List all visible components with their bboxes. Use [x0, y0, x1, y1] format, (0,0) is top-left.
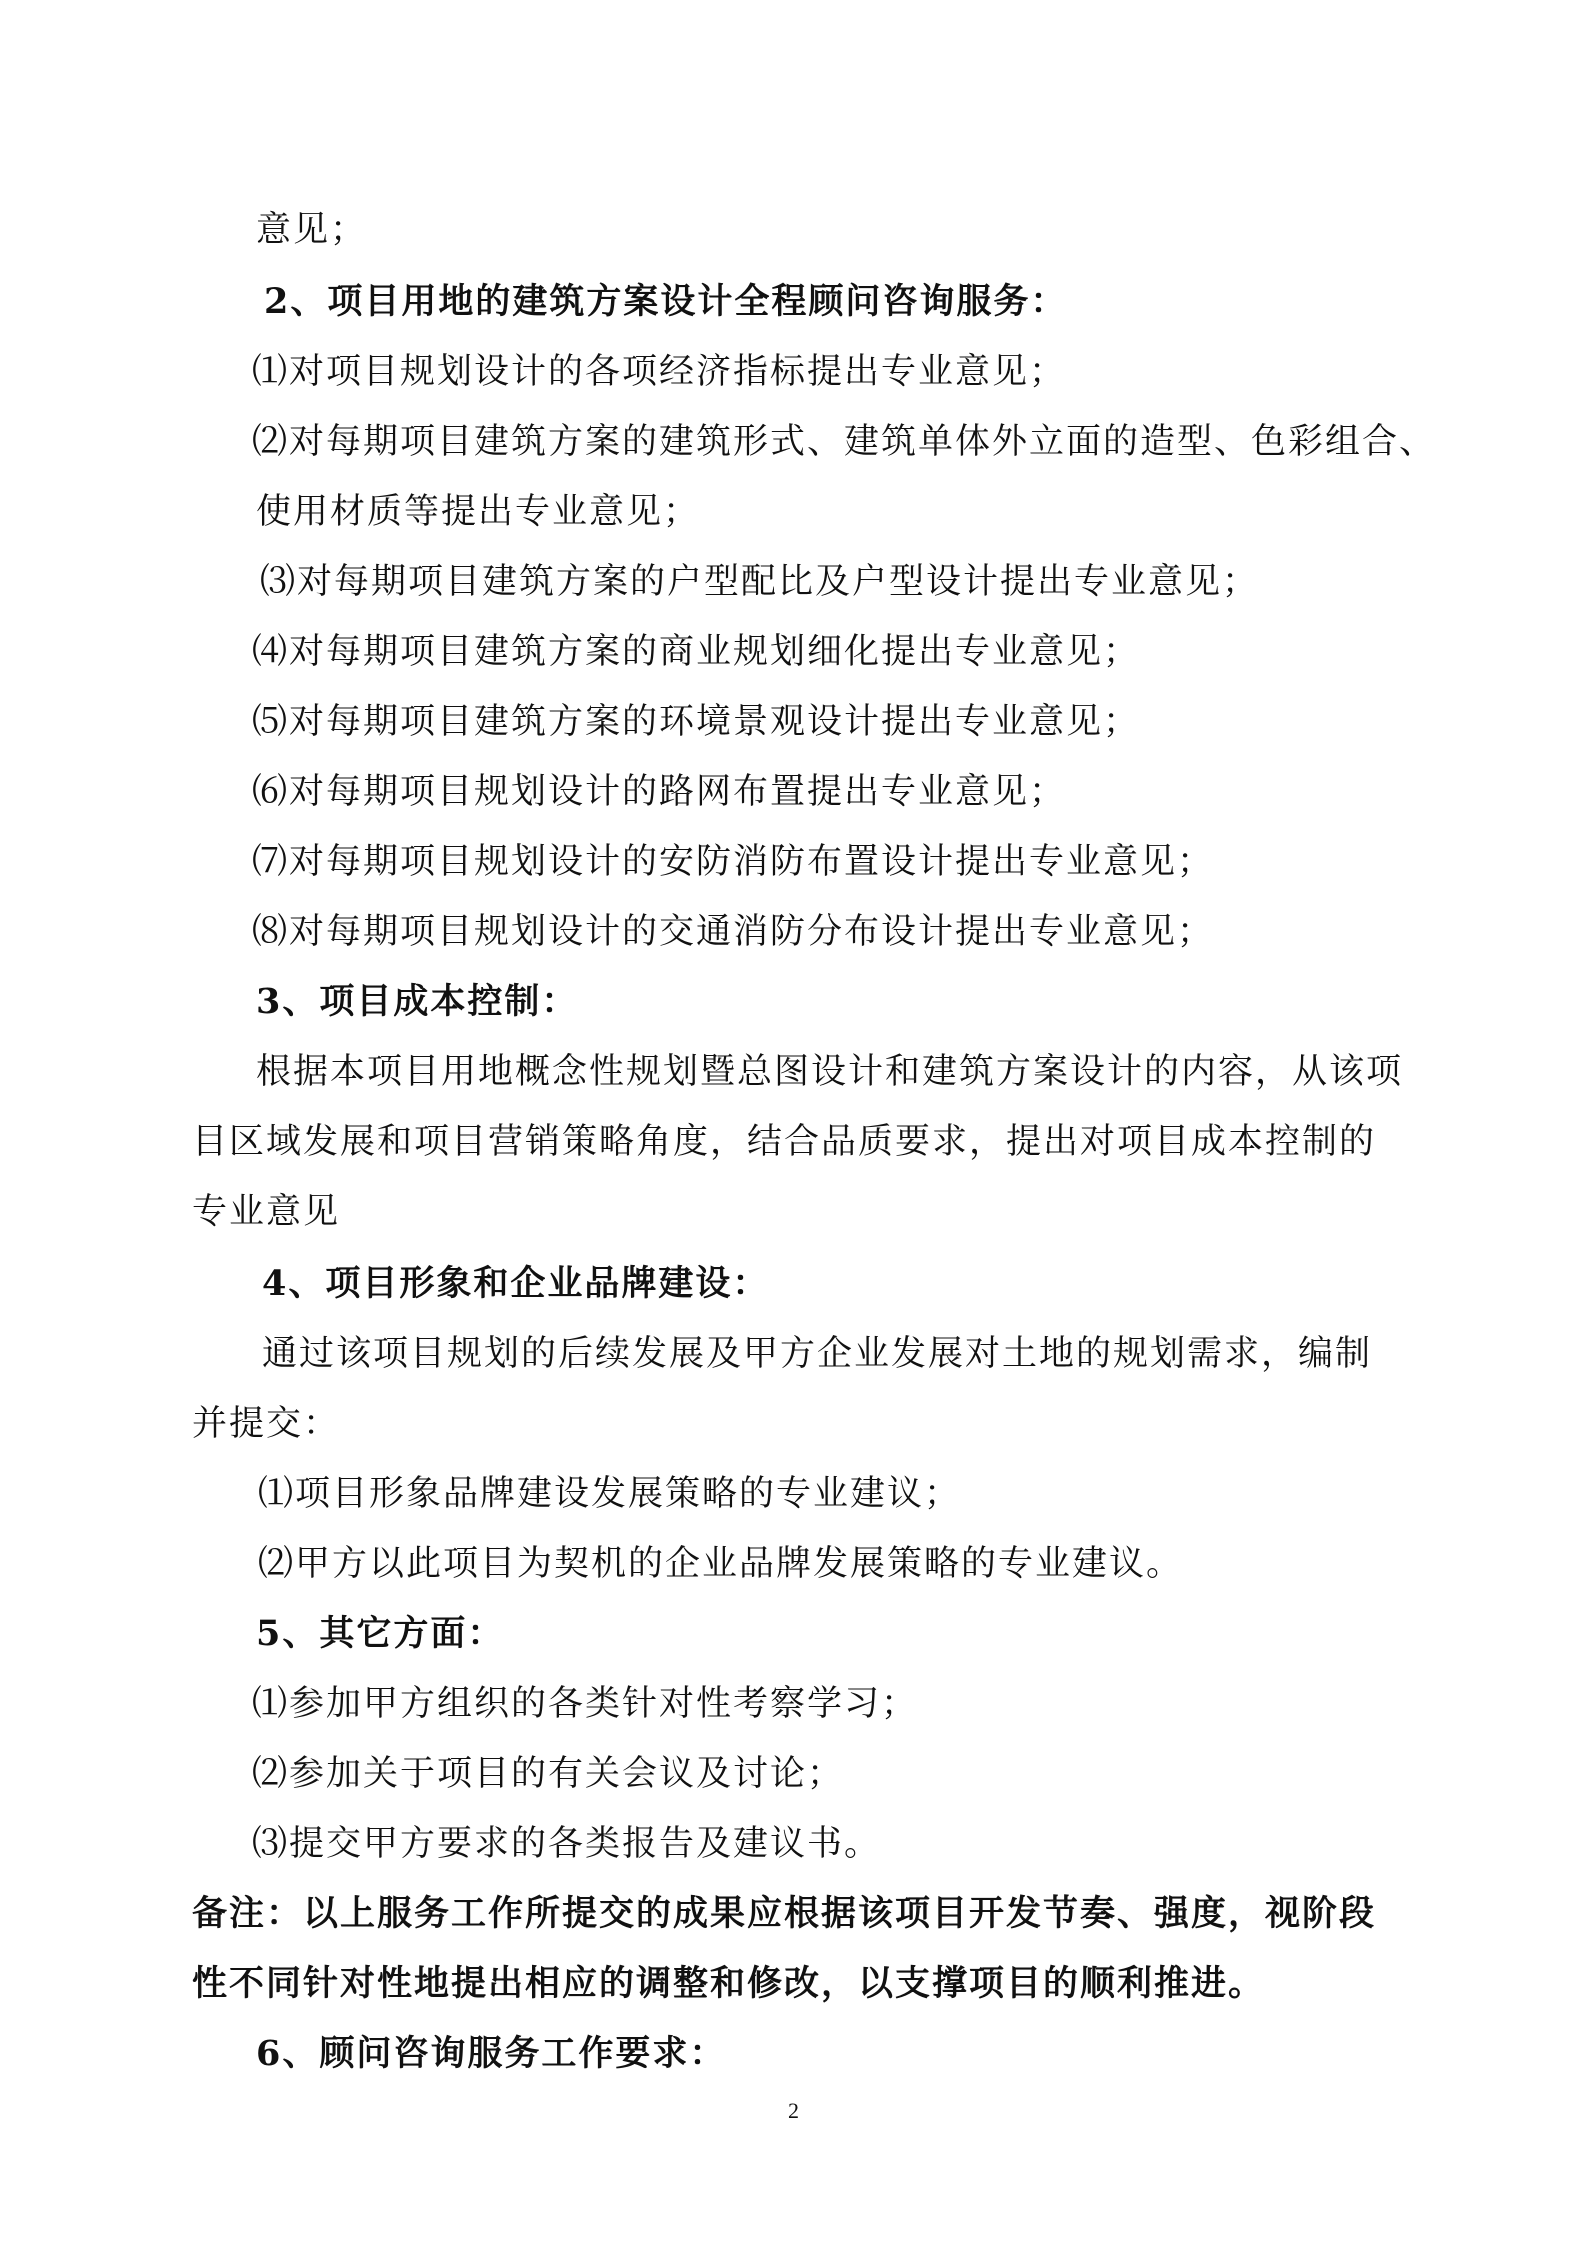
list-item-2-5: ⑸对每期项目建筑方案的环境景观设计提出专业意见；: [252, 702, 1141, 742]
text-line-1: 意见；: [256, 210, 368, 250]
heading-6-service-requirements: 6、顾问咨询服务工作要求：: [256, 2033, 727, 2074]
heading-3-cost-control: 3、项目成本控制：: [256, 981, 579, 1022]
list-item-2-7: ⑺对每期项目规划设计的安防消防布置设计提出专业意见；: [252, 842, 1215, 882]
list-item-5-1: ⑴参加甲方组织的各类针对性考察学习；: [252, 1684, 919, 1724]
remark-line-2: 性不同针对性地提出相应的调整和修改，以支撑项目的顺利推进。: [192, 1963, 1266, 2004]
paragraph-3-line-3: 专业意见: [192, 1192, 341, 1232]
list-item-2-4: ⑷对每期项目建筑方案的商业规划细化提出专业意见；: [252, 632, 1141, 672]
page-number: 2: [788, 2098, 799, 2123]
text-line-continuation: 使用材质等提出专业意见；: [256, 492, 701, 532]
heading-5-other: 5、其它方面：: [256, 1613, 505, 1654]
paragraph-3-line-1: 根据本项目用地概念性规划暨总图设计和建筑方案设计的内容，从该项: [256, 1052, 1404, 1092]
list-item-5-3: ⑶提交甲方要求的各类报告及建议书。: [252, 1824, 882, 1864]
list-item-4-1: ⑴项目形象品牌建设发展策略的专业建议；: [258, 1474, 962, 1514]
list-item-5-2: ⑵参加关于项目的有关会议及讨论；: [252, 1754, 845, 1794]
list-item-2-1: ⑴对项目规划设计的各项经济指标提出专业意见；: [252, 352, 1067, 392]
paragraph-3-line-2: 目区域发展和项目营销策略角度，结合品质要求，提出对项目成本控制的: [192, 1122, 1377, 1162]
remark-line-1: 备注：以上服务工作所提交的成果应根据该项目开发节奏、强度，视阶段: [192, 1893, 1377, 1934]
heading-2-architectural-design: 2、项目用地的建筑方案设计全程顾问咨询服务：: [264, 281, 1068, 322]
list-item-2-6: ⑹对每期项目规划设计的路网布置提出专业意见；: [252, 772, 1067, 812]
list-item-4-2: ⑵甲方以此项目为契机的企业品牌发展策略的专业建议。: [258, 1544, 1184, 1584]
paragraph-4-line-2: 并提交：: [192, 1404, 341, 1444]
heading-4-brand-building: 4、项目形象和企业品牌建设：: [262, 1263, 770, 1304]
list-item-2-2: ⑵对每期项目建筑方案的建筑形式、建筑单体外立面的造型、色彩组合、: [252, 422, 1437, 462]
list-item-2-8: ⑻对每期项目规划设计的交通消防分布设计提出专业意见；: [252, 912, 1215, 952]
list-item-2-3: ⑶对每期项目建筑方案的户型配比及户型设计提出专业意见；: [260, 562, 1260, 602]
paragraph-4-line-1: 通过该项目规划的后续发展及甲方企业发展对土地的规划需求，编制: [262, 1334, 1373, 1374]
